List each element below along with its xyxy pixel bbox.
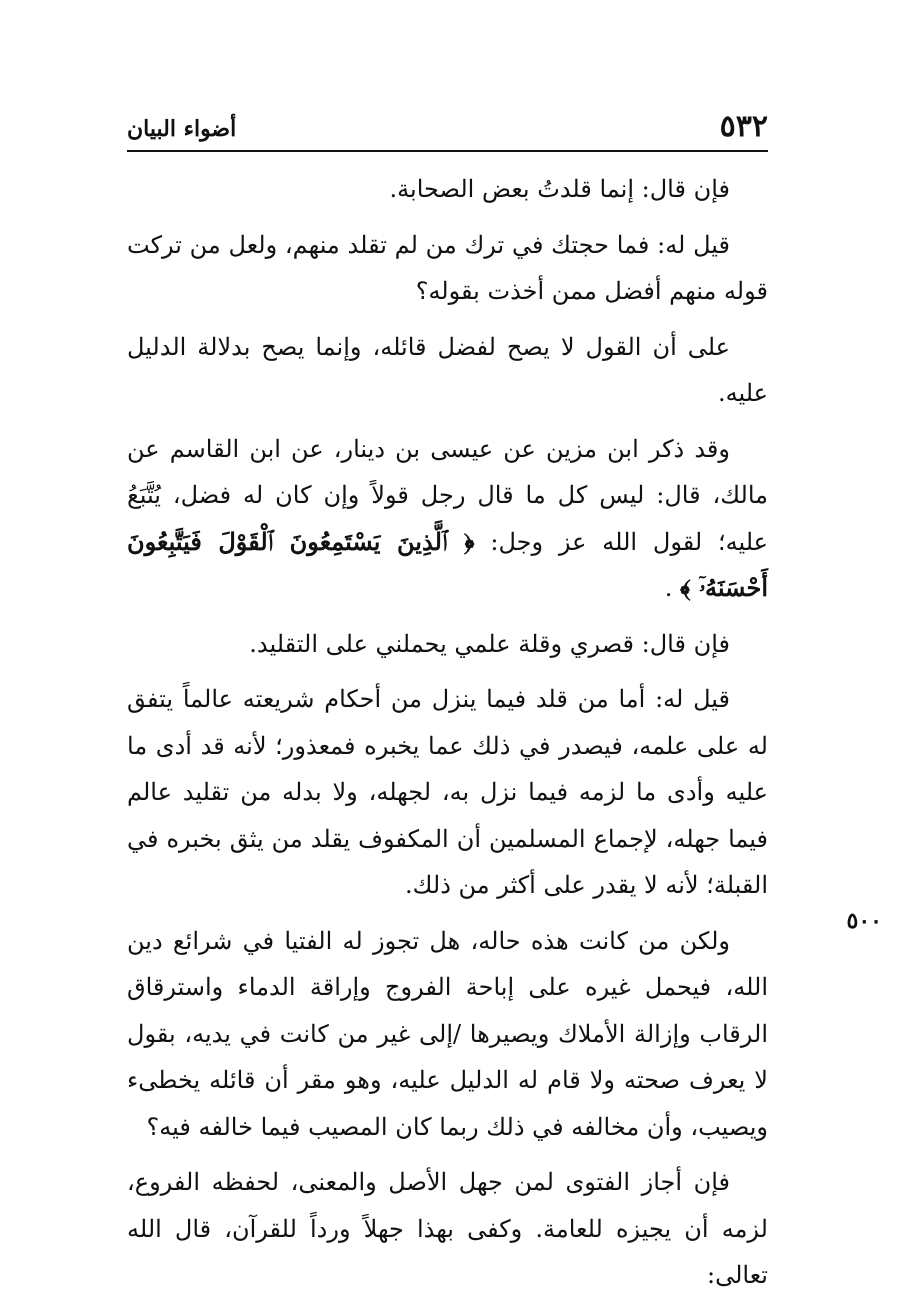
page-number: ٥٣٢ [719,109,768,144]
paragraph-7: ولكن من كانت هذه حاله، هل تجوز له الفتيا في شرائع دين الله، فيحمل غيره على إباحة الفروج وإراقة الدماء واسترقاق الرقاب وإزالة الأملاك ويصيرها /إلى غير من كانت في يديه، بقول لا يعرف صحته ولا قام له الدليل عليه، وهو مقر أن قائله يخطىء ويصيب، وأن مخالفه في ذلك ربما كان المصيب فيما خالفه فيه؟ [127,926,768,1141]
quran-quote: ﴿ ٱلَّذِينَ يَسْتَمِعُونَ ٱلْقَوْلَ فَيَتَّبِعُونَ أَحْسَنَهُۥٓ ﴾ [127,526,768,602]
paragraph-3: على أن القول لا يصح لفضل قائله، وإنما يصح بدلالة الدليل عليه. [127,332,768,407]
paragraph-4-text: وقد ذكر ابن مزين عن عيسى بن دينار، عن ابن القاسم عن مالك، قال: ليس كل ما قال رجل قولاً وإن كان له فضل، يُتَّبَعُ عليه؛ لقول الله عز وجل: [127,434,768,556]
paragraph-2: قيل له: فما حجتك في ترك من لم تقلد منهم، ولعل من تركت قوله منهم أفضل ممن أخذت بقوله؟ [127,230,768,305]
paragraph-6: قيل له: أما من قلد فيما ينزل من أحكام شريعته عالماً يتفق له على علمه، فيصدر في ذلك عما يخبره فمعذور؛ لأنه قد أدى ما عليه وأدى ما لزمه فيما نزل به، لجهله، ولا بدله من تقليد عالم فيما جهله، لإجماع المسلمين أن المكفوف يقلد من يثق بخبره في القبلة؛ لأنه لا يقدر على أكثر من ذلك. [127,685,768,899]
body-text [127,166,768,1308]
running-title: أضواء البيان [127,116,237,142]
quote-end: . [664,574,673,602]
header-divider [127,150,768,152]
paragraph-4 [127,426,768,612]
paragraph-8: فإن أجاز الفتوى لمن جهل الأصل والمعنى، لحفظه الفروع، لزمه أن يجيزه للعامة. وكفى بهذا جهلاً ورداً للقرآن، قال الله تعالى: [127,1168,768,1289]
margin-page-reference: ٥٠٠ [846,908,882,934]
page-header [127,108,768,148]
paragraph-5: فإن قال: قصري وقلة علمي يحملني على التقليد. [249,629,730,658]
paragraph-1: فإن قال: إنما قلدتُ بعض الصحابة. [389,175,730,203]
